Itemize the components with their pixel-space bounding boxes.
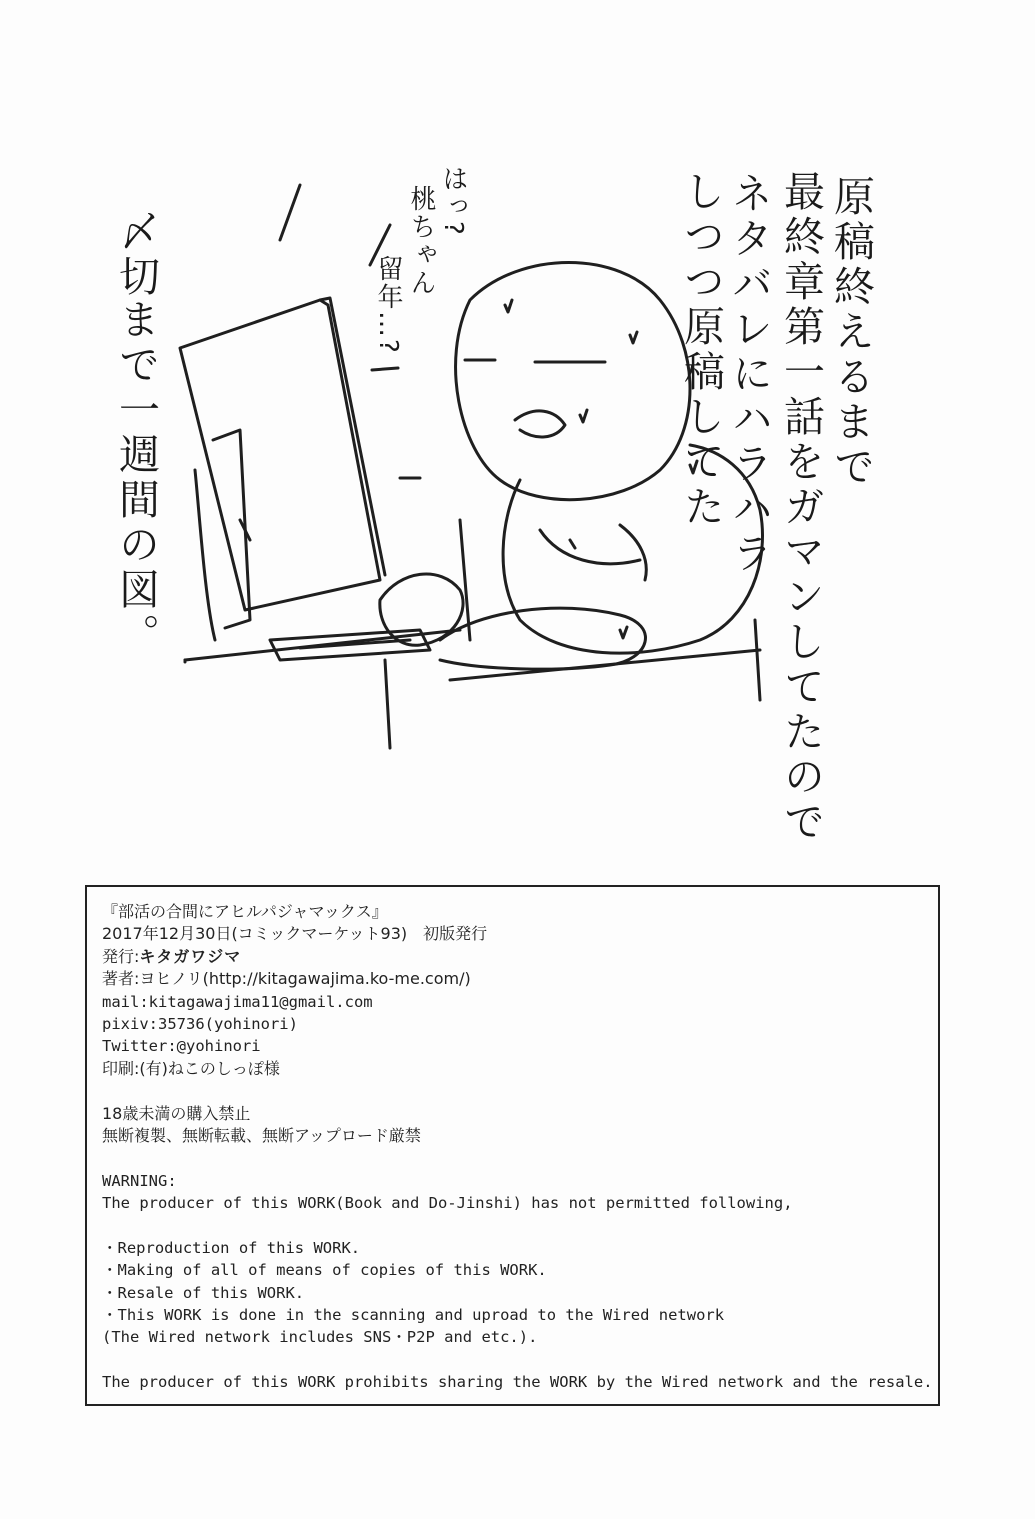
pixiv-line: pixiv:35736(yohinori) [102,1014,298,1033]
caption-column-3: ネタバレにハラハラ [725,172,773,577]
warning-title: WARNING: [102,1171,177,1190]
caption-column-5: はっ? [438,165,468,237]
person-head [456,263,690,500]
publisher-line [102,946,938,968]
printer-line: 印刷:(有)ねこのしっぽ様 [102,1058,280,1078]
colophon-box [85,885,940,1406]
publication-date: 2017年12月30日(コミックマーケット93) 初版発行 [102,924,488,944]
warning-intro: The producer of this WORK(Book and Do-Jinshi) has not permitted following, [102,1194,793,1213]
warning-item: ・Resale of this WORK. [102,1283,305,1302]
monitor-stand [195,470,215,640]
publisher-name: キタガワジマ [139,946,242,966]
author-line: 著者:ヨヒノリ(http://kitagawajima.ko-me.com/) [102,969,471,989]
caption-column-9: まで一週間の図。 [112,298,160,658]
warning-item-note: (The Wired network includes SNS・P2P and etc.). [102,1328,538,1347]
desk-leg [385,660,390,748]
monitor-outline [180,300,380,610]
age-notice: 18歳未満の購入禁止 [102,1103,251,1123]
warning-item: ・Reproduction of this WORK. [102,1238,361,1257]
warning-closing: The producer of this WORK prohibits sharing the WORK by the Wired network and the resale. [102,1373,933,1392]
copy-notice: 無断複製、無断転載、無断アップロード厳禁 [102,1125,421,1145]
twitter-line: Twitter:@yohinori [102,1037,261,1056]
warning-item: ・This WORK is done in the scanning and uproad to the Wired network [102,1306,725,1325]
stylus [460,520,470,640]
person-mouth [515,411,565,437]
publisher-label: 発行: [102,946,140,966]
warning-item: ・Making of all of means of copies of this WORK. [102,1261,547,1280]
caption-column-1: 原稿終えるまで [827,175,875,490]
caption-column-2: 最終章第一話をガマンしてたので [777,170,825,845]
caption-column-4: しつつ原稿してた [677,170,725,530]
caption-column-6: 桃ちゃん [406,185,436,297]
caption-column-7: 留年…? [373,255,403,355]
mail-line: mail:kitagawajima11@gmail.com [102,992,373,1011]
caption-column-8: 〆切 [112,210,160,300]
book-title: 『部活の合間にアヒルパジャマックス』 [102,902,388,921]
